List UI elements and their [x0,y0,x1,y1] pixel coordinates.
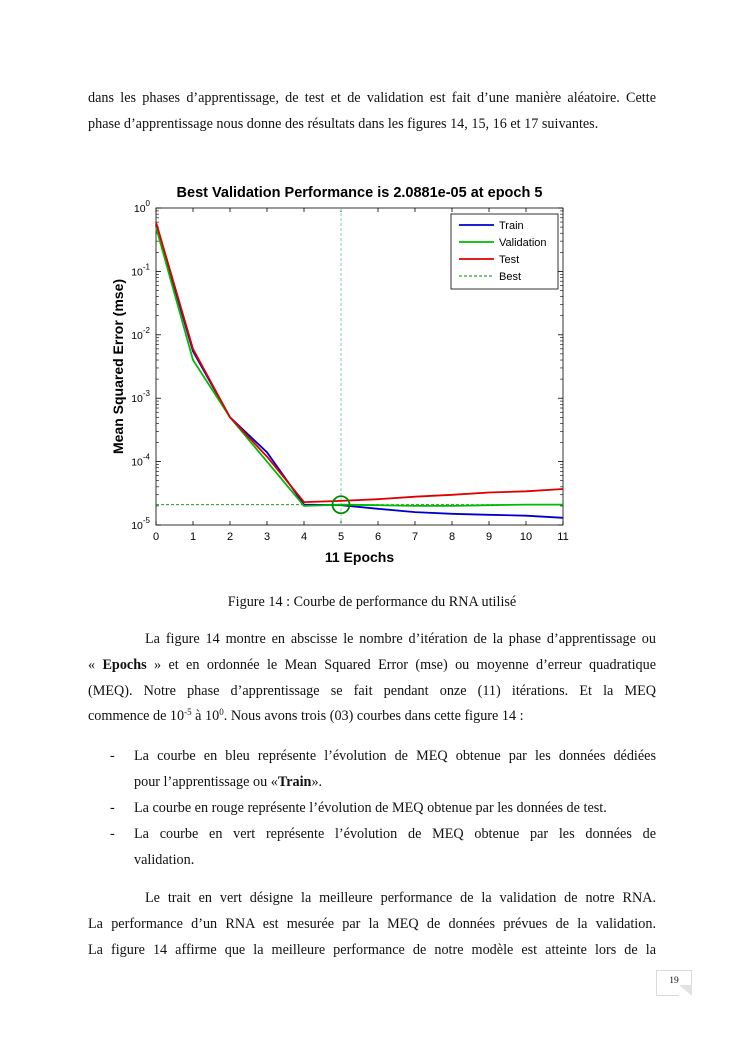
x-tick-label: 8 [448,531,456,543]
y-tick-label: $10^{-1}$ [131,262,150,279]
chart-title: Best Validation Performance is 2.0881e-05 at epoch 5 [176,185,543,201]
p1-quote-open: « [88,656,103,673]
page-number: 19 [656,970,692,996]
bullet-1-line-2-b: ». [311,773,323,790]
legend-label-validation: Validation [499,237,547,249]
y-tick-label: $10^0$ [133,199,150,215]
x-tick-label: 4 [300,531,308,543]
bullet-1-line-2-a: pour l’apprentissage ou « [134,773,278,790]
bullet-3-line-1: La courbe en vert représente l’évolution de MEQ obtenue par les données de [134,826,656,842]
x-axis-label: 11 Epochs [324,549,395,565]
p1-line-1: La figure 14 montre en abscisse le nombre d’itération de la phase d’apprentissage ou [145,631,656,647]
bullet-1-line-2 [134,770,656,796]
paragraph-best [88,886,656,963]
p1-line-2 [88,653,656,679]
p1-exp-1: -5 [184,707,192,718]
figure-caption: Figure 14 : Courbe de performance du RNA utilisé [227,594,517,610]
x-tick-label: 6 [374,531,382,543]
p2-line-2: La performance d’un RNA est mesurée par la MEQ de données prévues de la validation. [88,915,656,932]
legend-label-train: Train [499,220,524,232]
p1-line-4-c: . Nous avons trois (03) courbes dans cette figure 14 : [223,708,524,725]
x-tick-label: 3 [263,531,271,543]
y-tick-label: $10^{-5}$ [131,516,150,532]
y-tick-label: $10^{-4}$ [131,452,150,469]
p1-line-4-a: commence de 10 [88,708,185,725]
bullet-3-line-2: validation. [134,851,195,868]
bullet-dash: - [110,800,115,816]
x-tick-label: 1 [189,531,197,543]
x-tick-label: 2 [226,531,234,543]
legend-label-best: Best [499,271,522,283]
bullet-1-line-1: La courbe en bleu représente l’évolution de MEQ obtenue par les données dédiées [134,748,656,764]
p2-line-3: La figure 14 affirme que la meilleure performance de notre modèle est atteinte lors de la [88,941,656,958]
bullet-train [88,744,656,796]
x-tick-label: 10 [519,531,533,543]
performance-chart [100,178,580,574]
bullet-dash: - [110,826,115,842]
y-tick-label: $10^{-2}$ [131,325,150,342]
p1-exp-2: 0 [219,707,224,718]
page-curl-decoration [679,985,692,996]
p1-line-4 [88,704,656,730]
x-tick-label: 11 [557,531,569,543]
intro-line-2: phase d’apprentissage nous donne des résultats dans les figures 14, 15, 16 et 17 suivantes. [88,115,599,132]
intro-paragraph [88,86,656,138]
p2-line-1: Le trait en vert désigne la meilleure performance de la validation de notre RNA. [145,890,656,906]
x-tick-label: 5 [337,531,345,543]
y-axis-label: Mean Squared Error (mse) [110,278,126,455]
bullet-dash: - [110,748,115,764]
p1-epochs-bold: Epochs [102,656,147,673]
bullet-validation [88,822,656,874]
x-tick-label: 0 [152,531,160,543]
p1-line-3: (MEQ). Notre phase d’apprentissage se fait pendant onze (11) itérations. Et la MEQ [88,682,656,699]
p1-line-2-rest: » et en ordonnée le Mean Squared Error (mse) ou moyenne d’erreur quadratique [146,656,657,673]
bullet-test [88,796,656,822]
x-tick-label: 9 [485,531,493,543]
x-tick-label: 7 [411,531,419,543]
paragraph-epochs [88,627,656,730]
intro-line-1: dans les phases d’apprentissage, de test et de validation est fait d’une manière aléatoire. Cette [88,90,656,106]
legend-label-test: Test [499,254,520,266]
bullet-2-text: La courbe en rouge représente l’évolution de MEQ obtenue par les données de test. [134,800,607,816]
bullet-1-train-bold: Train [277,773,312,790]
p1-line-4-b: à 10 [191,708,220,725]
y-tick-label: $10^{-3}$ [131,389,150,406]
